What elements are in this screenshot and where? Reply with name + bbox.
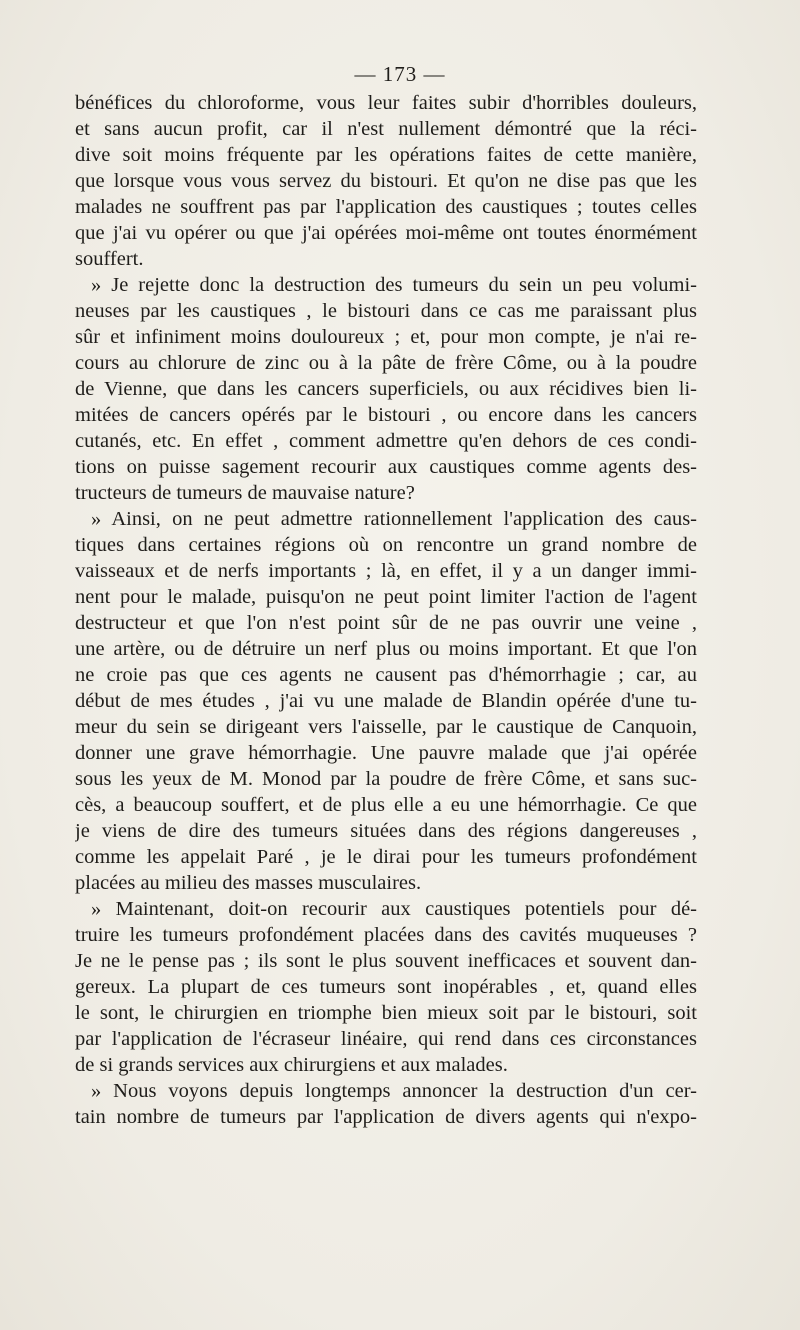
text-line: Je ne le pense pas ; ils sont le plus souvent inefficaces et souvent dan-	[75, 950, 697, 972]
text-line: tain nombre de tumeurs par l'application de divers agents qui n'expo-	[75, 1106, 697, 1128]
text-line: » Maintenant, doit-on recourir aux caustiques potentiels pour dé-	[91, 898, 697, 920]
text-line: tructeurs de tumeurs de mauvaise nature?	[75, 482, 415, 504]
text-line: cours au chlorure de zinc ou à la pâte de frère Côme, ou à la poudre	[75, 352, 697, 374]
text-line: le sont, le chirurgien en triomphe bien mieux soit par le bistouri, soit	[75, 1002, 697, 1024]
text-line: » Nous voyons depuis longtemps annoncer la destruction d'un cer-	[91, 1080, 697, 1102]
text-line: je viens de dire des tumeurs situées dans des régions dangereuses ,	[75, 820, 697, 842]
text-line: mitées de cancers opérés par le bistouri , ou encore dans les cancers	[75, 404, 697, 426]
text-line: que j'ai vu opérer ou que j'ai opérées moi-même ont toutes énormément	[75, 222, 697, 244]
text-line: sous les yeux de M. Monod par la poudre de frère Côme, et sans suc-	[75, 768, 697, 790]
text-line: neuses par les caustiques , le bistouri dans ce cas me paraissant plus	[75, 300, 697, 322]
text-line: tiques dans certaines régions où on rencontre un grand nombre de	[75, 534, 697, 556]
text-line: donner une grave hémorrhagie. Une pauvre malade que j'ai opérée	[75, 742, 697, 764]
paragraph-4	[75, 896, 697, 1078]
text-line: sûr et infiniment moins douloureux ; et, pour mon compte, je n'ai re-	[75, 326, 697, 348]
text-line: » Je rejette donc la destruction des tumeurs du sein un peu volumi-	[91, 274, 697, 296]
text-line: meur du sein se dirigeant vers l'aisselle, par le caustique de Canquoin,	[75, 716, 697, 738]
text-line: de Vienne, que dans les cancers superficiels, ou aux récidives bien li-	[75, 378, 697, 400]
text-line: tions on puisse sagement recourir aux caustiques comme agents des-	[75, 456, 697, 478]
paragraph-3	[75, 506, 697, 896]
text-line: placées au milieu des masses musculaires.	[75, 872, 422, 894]
text-line: souffert.	[75, 248, 144, 270]
text-line: comme les appelait Paré , je le dirai pour les tumeurs profondément	[75, 846, 697, 868]
text-line: truire les tumeurs profondément placées dans des cavités muqueuses ?	[75, 924, 697, 946]
text-line: et sans aucun profit, car il n'est nullement démontré que la réci-	[75, 118, 697, 140]
text-line: de si grands services aux chirurgiens et aux malades.	[75, 1054, 508, 1076]
text-line: une artère, ou de détruire un nerf plus ou moins important. Et que l'on	[75, 638, 697, 660]
page-number: — 173 —	[354, 62, 446, 86]
text-line: nent pour le malade, puisqu'on ne peut point limiter l'action de l'agent	[75, 586, 697, 608]
text-line: que lorsque vous vous servez du bistouri. Et qu'on ne dise pas que les	[75, 170, 697, 192]
text-line: dive soit moins fréquente par les opérations faites de cette manière,	[75, 144, 697, 166]
text-line: malades ne souffrent pas par l'application des caustiques ; toutes celles	[75, 196, 697, 218]
paragraph-5	[75, 1078, 697, 1130]
body-text	[75, 90, 697, 1130]
text-line: gereux. La plupart de ces tumeurs sont inopérables , et, quand elles	[75, 976, 697, 998]
text-line: cutanés, etc. En effet , comment admettre qu'en dehors de ces condi-	[75, 430, 697, 452]
text-line: par l'application de l'écraseur linéaire, qui rend dans ces circonstances	[75, 1028, 697, 1050]
text-line: cès, a beaucoup souffert, et de plus elle a eu une hémorrhagie. Ce que	[75, 794, 697, 816]
text-line: destructeur et que l'on n'est point sûr de ne pas ouvrir une veine ,	[75, 612, 697, 634]
text-line: début de mes études , j'ai vu une malade de Blandin opérée d'une tu-	[75, 690, 697, 712]
paragraph-2	[75, 272, 697, 506]
text-line: vaisseaux et de nerfs importants ; là, en effet, il y a un danger immi-	[75, 560, 697, 582]
text-line: ne croie pas que ces agents ne causent pas d'hémorrhagie ; car, au	[75, 664, 697, 686]
paragraph-1	[75, 90, 697, 272]
text-line: » Ainsi, on ne peut admettre rationnellement l'application des caus-	[91, 508, 697, 530]
text-line: bénéfices du chloroforme, vous leur faites subir d'horribles douleurs,	[75, 92, 697, 114]
